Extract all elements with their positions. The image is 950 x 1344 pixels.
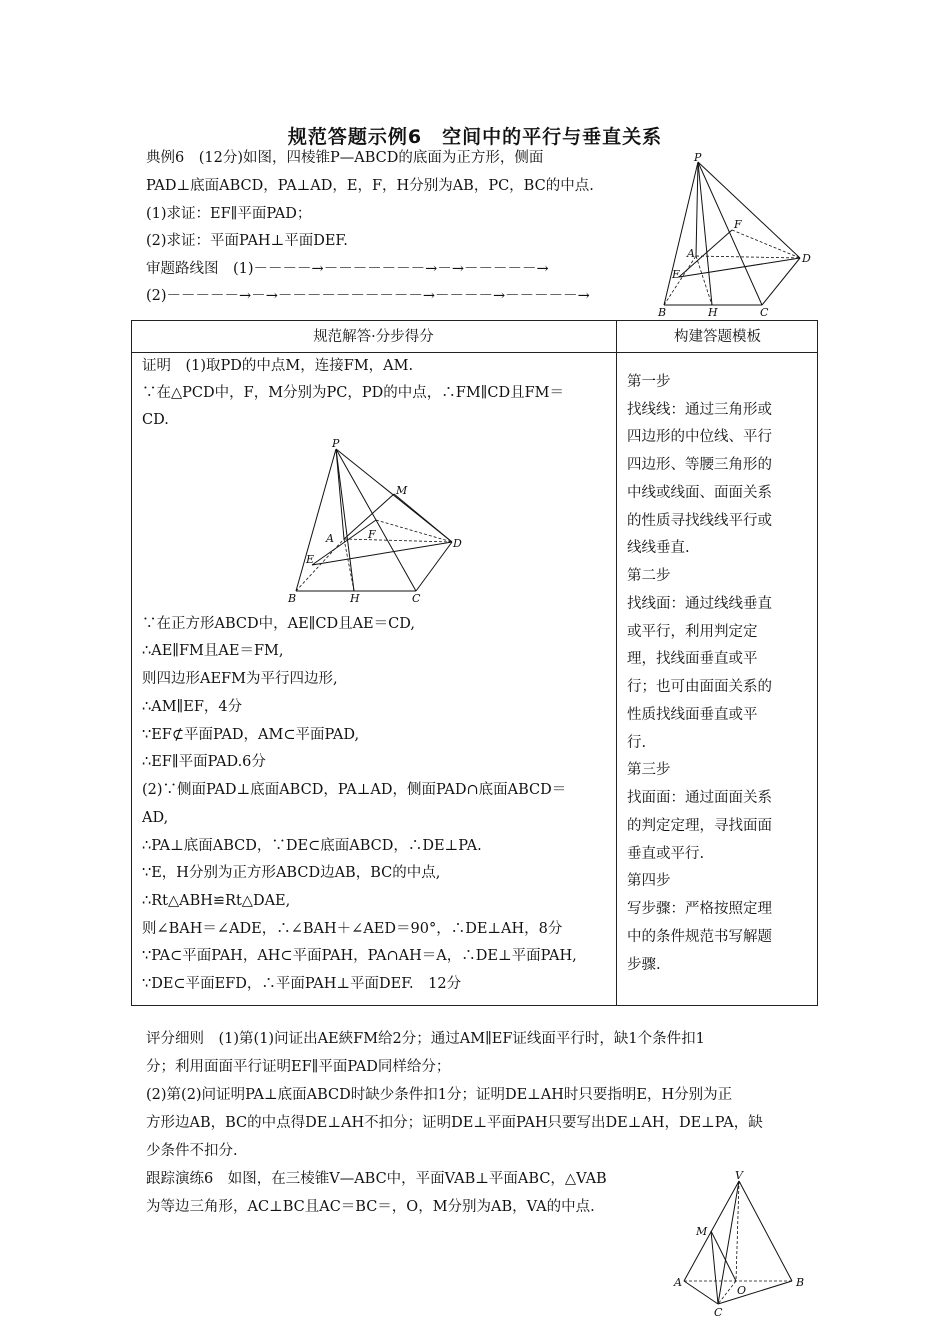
label-A: A	[687, 247, 695, 260]
template-line: 找面面：通过面面关系	[627, 790, 772, 806]
problem-line: 审题路线图 (1)－－－－→－－－－－－－→－→－－－－－→	[146, 261, 549, 277]
label-A: A	[674, 1276, 682, 1289]
scoring-line: 分；利用面面平行证明EF∥平面PAD同样给分；	[146, 1059, 451, 1075]
template-line: 的判定定理，寻找面面	[627, 818, 772, 834]
page-title: 规范答题示例6 空间中的平行与垂直关系	[287, 126, 663, 148]
template-line: 第四步	[627, 873, 671, 889]
solution-line: 则四边形AEFM为平行四边形,	[142, 671, 338, 687]
label-B: B	[658, 306, 667, 319]
solution-line: CD.	[142, 412, 169, 428]
template-line: 行.	[627, 735, 647, 751]
solution-line: ∴AE∥FM且AE＝FM,	[142, 643, 284, 659]
practice-line: 为等边三角形，AC⊥BC且AC＝BC＝，O，M分别为AB，VA的中点.	[146, 1199, 595, 1215]
problem-line: (1)求证：EF∥平面PAD；	[146, 206, 312, 222]
solution-line: 则∠BAH＝∠ADE，∴∠BAH＋∠AED＝90°，∴DE⊥AH，8分	[142, 921, 563, 937]
template-line: 步骤.	[627, 957, 661, 973]
template-line: 第三步	[627, 762, 671, 778]
table-header-template: 构建答题模板	[674, 329, 761, 345]
template-line: 性质找线面垂直或平	[627, 707, 758, 723]
problem-line: (2)－－－－－→－→－－－－－－－－－－→－－－－→－－－－－→	[146, 288, 590, 304]
scoring-line: (2)第(2)问证明PA⊥底面ABCD时缺少条件扣1分；证明DE⊥AH时只要指明E，H分别为正	[146, 1087, 733, 1103]
solution-line: ∵EF⊄平面PAD，AM⊂平面PAD,	[142, 727, 360, 743]
practice-line: 跟踪演练6 如图，在三棱锥V—ABC中，平面VAB⊥平面ABC，△VAB	[146, 1171, 607, 1187]
label-C: C	[760, 306, 769, 319]
pyramid-figure-2	[280, 436, 470, 612]
template-line: 垂直或平行.	[627, 846, 705, 862]
label-P: P	[694, 151, 702, 164]
template-line: 第一步	[627, 374, 671, 390]
solution-line: ∵E，H分别为正方形ABCD边AB，BC的中点,	[142, 865, 441, 881]
label-H: H	[350, 592, 360, 605]
template-line: 的性质寻找线线平行或	[627, 513, 772, 529]
template-line: 四边形、等腰三角形的	[627, 457, 772, 473]
solution-line: ∵DE⊂平面EFD，∴平面PAH⊥平面DEF. 12分	[142, 976, 462, 992]
label-M: M	[696, 1225, 708, 1238]
template-line: 中的条件规范书写解题	[627, 929, 772, 945]
label-V: V	[735, 1169, 743, 1182]
label-E: E	[306, 553, 315, 566]
solution-line: ∵PA⊂平面PAH，AH⊂平面PAH，PA∩AH＝A，∴DE⊥平面PAH,	[142, 948, 577, 964]
label-B: B	[796, 1276, 805, 1289]
solution-line: AD,	[142, 810, 169, 826]
template-line: 四边形的中位线、平行	[627, 429, 772, 445]
label-H: H	[708, 306, 718, 319]
template-line: 线线垂直.	[627, 540, 690, 556]
label-B: B	[288, 592, 297, 605]
label-F: F	[734, 218, 742, 231]
table-column-divider	[616, 320, 617, 1006]
template-line: 第二步	[627, 568, 671, 584]
label-C: C	[714, 1306, 723, 1318]
label-F: F	[368, 528, 376, 541]
label-D: D	[453, 537, 462, 550]
solution-line: (2)∵侧面PAD⊥底面ABCD，PA⊥AD，侧面PAD∩底面ABCD＝	[142, 782, 567, 798]
solution-line: 证明 (1)取PD的中点M，连接FM，AM.	[142, 358, 414, 374]
solution-line: ∵在正方形ABCD中，AE∥CD且AE＝CD,	[142, 616, 415, 632]
template-line: 写步骤：严格按照定理	[627, 901, 772, 917]
solution-line: ∴Rt△ABH≌Rt△DAE,	[142, 893, 291, 909]
problem-line: PAD⊥底面ABCD，PA⊥AD，E，F，H分别为AB，PC，BC的中点.	[146, 178, 594, 194]
template-line: 找线线：通过三角形或	[627, 402, 772, 418]
solution-line: ∴PA⊥底面ABCD，∵DE⊂底面ABCD，∴DE⊥PA.	[142, 838, 482, 854]
template-line: 找线面：通过线线垂直	[627, 596, 772, 612]
triangular-pyramid-figure	[668, 1168, 818, 1318]
template-line: 行；也可由面面关系的	[627, 679, 772, 695]
template-line: 理，找线面垂直或平	[627, 651, 758, 667]
solution-line: ∴EF∥平面PAD.6分	[142, 754, 266, 770]
label-D: D	[802, 252, 811, 265]
label-M: M	[396, 484, 408, 497]
template-line: 或平行，利用判定定	[627, 624, 758, 640]
template-line: 中线或线面、面面关系	[627, 485, 772, 501]
label-C: C	[412, 592, 421, 605]
label-E: E	[672, 268, 681, 281]
table-header-divider	[131, 352, 818, 353]
label-O: O	[737, 1284, 747, 1297]
solution-line: ∴AM∥EF，4分	[142, 699, 243, 715]
problem-line: (2)求证：平面PAH⊥平面DEF.	[146, 233, 348, 249]
problem-line: 典例6 (12分)如图，四棱锥P—ABCD的底面为正方形，侧面	[146, 150, 544, 166]
pyramid-figure-1	[650, 150, 820, 320]
solution-line: ∵在△PCD中，F，M分别为PC，PD的中点，∴FM∥CD且FM＝	[142, 385, 564, 401]
label-A: A	[326, 532, 334, 545]
scoring-line: 评分细则 (1)第(1)问证出AE綊FM给2分；通过AM∥EF证线面平行时，缺1个条件扣1	[146, 1031, 705, 1047]
label-P: P	[332, 437, 340, 450]
table-header-solution: 规范解答·分步得分	[313, 329, 434, 345]
scoring-line: 方形边AB，BC的中点得DE⊥AH不扣分；证明DE⊥平面PAH只要写出DE⊥AH，DE⊥PA，缺	[146, 1115, 763, 1131]
scoring-line: 少条件不扣分.	[146, 1143, 238, 1159]
